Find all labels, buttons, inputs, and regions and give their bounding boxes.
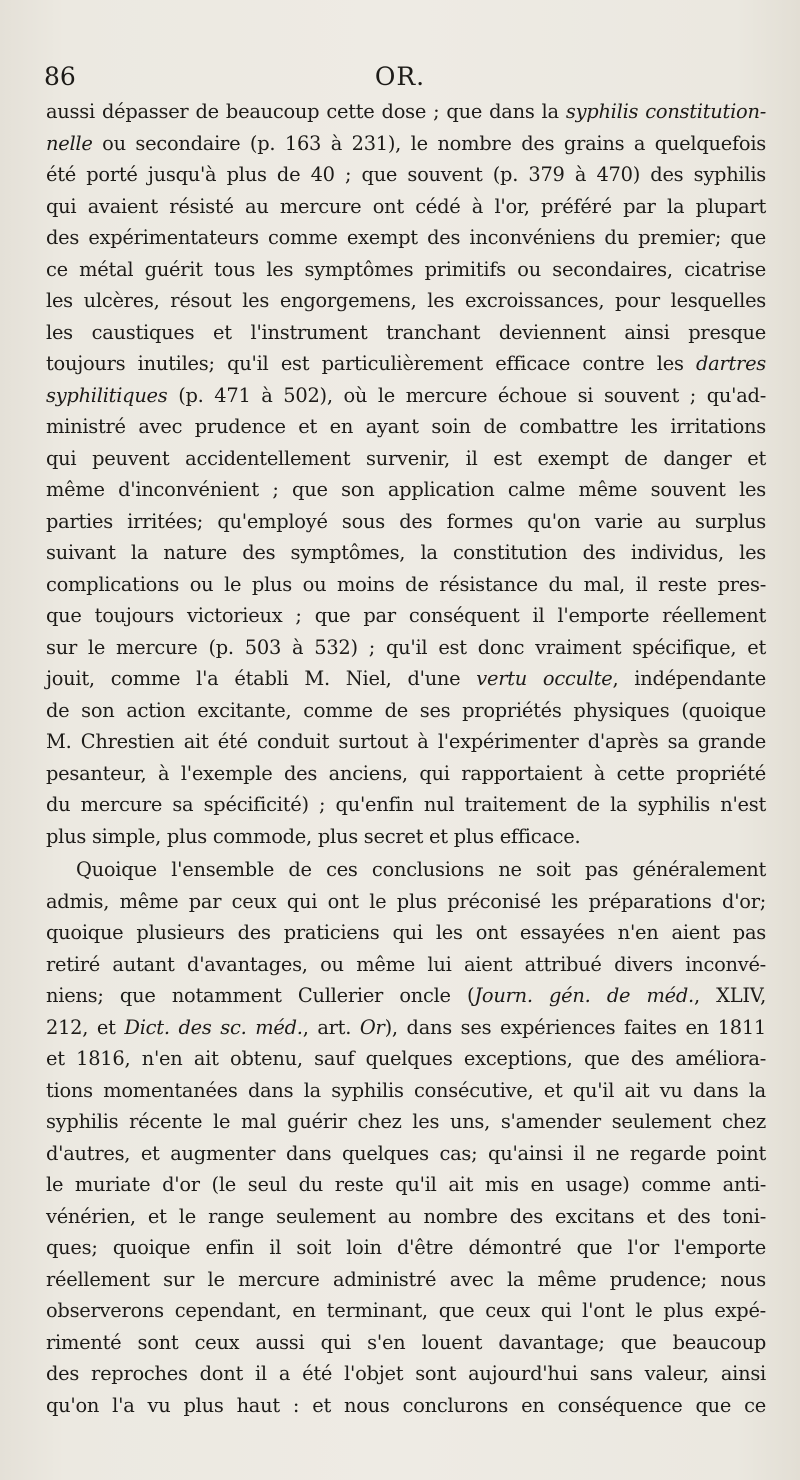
text-line: réellement sur le mercure administré avec la même prudence; nous — [46, 1267, 766, 1291]
text-line: d'autres, et augmenter dans quelques cas; qu'ainsi il ne regarde point — [46, 1141, 766, 1165]
text-line: niens; que notamment Cullerier oncle (Journ. gén. de méd., XLIV, — [46, 984, 767, 1007]
text-line: aussi dépasser de beaucoup cette dose ; que dans la syphilis constitution- — [46, 100, 766, 123]
paragraph-last-line: plus simple, plus commode, plus secret et plus efficace. — [46, 824, 581, 848]
text-line: et 1816, n'en ait obtenu, sauf quelques exceptions, que des améliora- — [46, 1047, 766, 1070]
text-line: rimenté sont ceux aussi qui s'en louent davantage; que beaucoup — [46, 1330, 766, 1354]
text-line: admis, même par ceux qui ont le plus préconisé les préparations d'or; — [46, 889, 766, 913]
text-line: complications ou le plus ou moins de résistance du mal, il reste pres- — [46, 572, 766, 596]
text-line: tions momentanées dans la syphilis consécutive, et qu'il ait vu dans la — [46, 1078, 766, 1102]
text-line: le muriate d'or (le seul du reste qu'il ait mis en usage) comme anti- — [46, 1173, 766, 1196]
text-line: qui peuvent accidentellement survenir, il est exempt de danger et — [46, 446, 766, 470]
text-line: ce métal guérit tous les symptômes primitifs ou secondaires, cicatrise — [46, 257, 766, 281]
text-line: toujours inutiles; qu'il est particulièrement efficace contre les dartres — [46, 352, 766, 375]
text-line: jouit, comme l'a établi M. Niel, d'une vertu occulte, indépendante — [46, 667, 766, 690]
text-line: suivant la nature des symptômes, la constitution des individus, les — [46, 541, 766, 564]
text-line: pesanteur, à l'exemple des anciens, qui rapportaient à cette propriété — [46, 761, 766, 785]
text-line: 212, et Dict. des sc. méd., art. Or), dans ses expériences faites en 1811 — [46, 1015, 766, 1039]
text-line: des expérimentateurs comme exempt des inconvéniens du premier; que — [46, 226, 766, 249]
page-number: 86 — [44, 62, 76, 91]
text-line: vénérien, et le range seulement au nombre des excitans et des toni- — [46, 1204, 766, 1228]
text-line: les caustiques et l'instrument tranchant deviennent ainsi presque — [46, 320, 766, 344]
text-line: quoique plusieurs des praticiens qui les ont essayées n'en aient pas — [46, 921, 766, 944]
text-line: été porté jusqu'à plus de 40 ; que souvent (p. 379 à 470) des syphilis — [46, 163, 766, 186]
text-line: ministré avec prudence et en ayant soin de combattre les irritations — [46, 415, 766, 438]
text-line: du mercure sa spécificité) ; qu'enfin nul traitement de la syphilis n'est — [46, 793, 766, 816]
text-line: même d'inconvénient ; que son application calme même souvent les — [46, 478, 766, 501]
page-header — [44, 62, 756, 96]
text-line: que toujours victorieux ; que par conséquent il l'emporte réellement — [46, 604, 766, 627]
text-line: de son action excitante, comme de ses propriétés physiques (quoique — [46, 698, 766, 722]
text-line: qui avaient résisté au mercure ont cédé à l'or, préféré par la plupart — [46, 194, 766, 218]
text-line: syphilitiques (p. 471 à 502), où le mercure échoue si souvent ; qu'ad- — [46, 383, 766, 407]
text-line: qu'on l'a vu plus haut : et nous conclurons en conséquence que ce — [46, 1393, 766, 1417]
text-line: les ulcères, résout les engorgemens, les excroissances, pour lesquelles — [46, 289, 766, 312]
body-text — [46, 96, 766, 1421]
text-line: des reproches dont il a été l'objet sont aujourd'hui sans valeur, ainsi — [46, 1362, 766, 1385]
text-line: nelle ou secondaire (p. 163 à 231), le nombre des grains a quelquefois — [46, 131, 766, 155]
paragraph-first-line: Quoique l'ensemble de ces conclusions ne soit pas généralement — [76, 858, 766, 881]
text-line: parties irritées; qu'employé sous des formes qu'on varie au surplus — [46, 509, 766, 533]
text-line: retiré autant d'avantages, ou même lui aient attribué divers inconvé- — [46, 952, 766, 976]
text-line: M. Chrestien ait été conduit surtout à l'expérimenter d'après sa grande — [46, 730, 766, 753]
text-line: observerons cependant, en terminant, que ceux qui l'ont le plus expé- — [46, 1299, 766, 1322]
text-line: sur le mercure (p. 503 à 532) ; qu'il est donc vraiment spécifique, et — [46, 635, 766, 659]
running-head: OR. — [374, 62, 426, 91]
text-line: ques; quoique enfin il soit loin d'être démontré que l'or l'emporte — [46, 1236, 766, 1259]
text-line: syphilis récente le mal guérir chez les uns, s'amender seulement chez — [46, 1110, 766, 1133]
